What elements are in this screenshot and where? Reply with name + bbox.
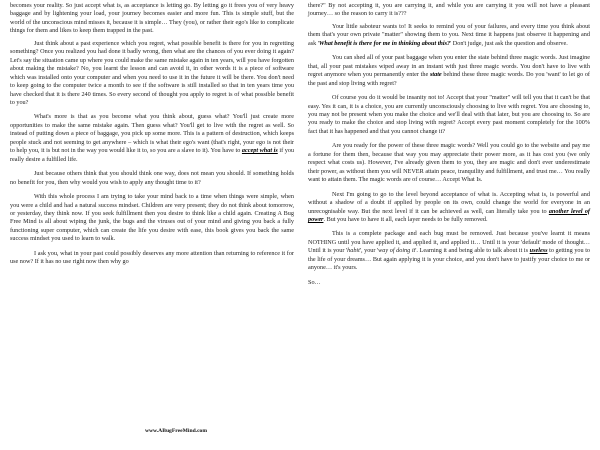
- emphasis-question: What benefit is there for me in thinking about this?: [318, 39, 451, 47]
- footer-url: www.ABugFreeMind.com: [144, 428, 208, 434]
- paragraph: becomes your reality. So just accept what is, as acceptance is letting go. By letting go it frees you of very heavy baggage and by lightening your load, your journey becomes easier and more fun. This is simple stuff, but the world of the unconscious mind misses it, because it is simple… They (you), or rather their ego's like to complicate things for them and likes to keep them trapped in the past.: [10, 2, 294, 35]
- paragraph: Of course you do it would be insanity not to! Accept that your "matter" will tell you that it can't be that easy. Yes it can, it is a choice, you are currently unconsciously choosing to live with regret. You are choosing to, you may not be present when you make the choice and we'll deal with that later, but you are choosing to. So are you ready to make the choice and stop living with regret? Accept every past moment completely for the 100% fact that it has happened and that you cannot change it?: [308, 94, 590, 135]
- emphasis-state: state: [429, 71, 442, 79]
- right-column: [308, 2, 590, 291]
- paragraph-text: This is a complete package and each bug must be removed. Just because you've learnt it means NOTHING until you have applied it, and applied it, and applied it… Until it is your 'default' mode of thought… Until it is your ': [308, 230, 590, 255]
- paragraph-text: '. Learning it and being able to talk about it is: [415, 247, 530, 255]
- paragraph: [308, 230, 590, 272]
- emphasis-useless: useless: [529, 247, 548, 255]
- paragraph: I ask you, what in your past could possibly deserves any more attention than returning to reference it for use now? If it has no use right now then why go: [10, 249, 294, 266]
- paragraph-text: . But you have to have it all, each layer needs to be fully removed.: [323, 215, 488, 223]
- paragraph: With this whole process I am trying to take your mind back to a time when things were simple, when you were a child and had a natural success mindset. Children are very present; they do not think about tomorrow, or yesterday, they think now. If you seek fulfillment then you desire to think like a child again. Creating A Bug Free Mind is all about wiping the junk, the bugs and the viruses out of your mind and giving you back a fully functioning super computer, which can create the life you desire with ease, this book gives you back the same success mindset you used to learn to walk.: [10, 193, 294, 243]
- paragraph: So…: [308, 278, 321, 286]
- paragraph-text: You can shed all of your past baggage when you enter the state behind three magic words. Just imagine that, all your past mistakes wiped away in an instant with just three magic words. You don't have to live with regret anymore when you permanently enter the: [308, 54, 590, 79]
- paragraph: [308, 191, 590, 225]
- paragraph-text: Next I'm going to go to the level beyond acceptance of what is. Accepting what is, is powerful and without a shadow of a doubt if applied by people on its own, could change the world for everyone in an unrecognisable way. But the next level if it can be achieved as well, can literally take you to: [308, 190, 590, 215]
- paragraph-text: behind these three magic words. Do you 'want' to let go of the past and stop living with regret?: [308, 71, 590, 87]
- paragraph-text: Your little saboteur wants to! It seeks to remind you of your failures, and every time you think about them that's your own private "matter" showing them to you. Next time it happens just observe it happening and ask ': [308, 22, 590, 47]
- paragraph: Are you ready for the power of these three magic words? Well you could go to the website and pay me a fortune for them then, because that way you may appreciate their power more, as it has cost you (we only respect what costs us). However, I've already given them to you, they are magic and don't ever underestimate their power, as without them you will NEVER attain peace, tranquility and fulfillment, and trust me… You really want to attain them. The magic words are of course… Accept What Is.: [308, 142, 590, 184]
- emphasis-way-of-doing-it: way of doing it: [378, 247, 416, 255]
- paragraph-text: ', your ': [359, 247, 379, 255]
- paragraph-text: if you really desire a fulfilled life.: [10, 147, 295, 163]
- paragraph: [10, 113, 294, 164]
- paragraph: [308, 54, 590, 88]
- emphasis-accept-what-is: accept what is: [241, 147, 278, 155]
- paragraph-text: to getting you to the life of your dreams… But again applying it is your choice, and you don't have to justify your choice to me or anyone… it's yours.: [308, 247, 591, 272]
- paragraph: Just think about a past experience which you regret, what possible benefit is there for you in regretting something? Once you realized you had done it badly wrong, then what are the chances of you ever doing it again? Let's say the situation came up where you could make the same mistake again in ten years, will you have forgotten about making the mistake? No, you learnt the lesson and can avoid it, in other words it is a piece of software which was installed onto your computer and when you need to use it in the future it will be there. You don't need to keep going to the computer twice a month to see if the software is still installed so that in ten years time you have checked that it is there 240 times. So every second of thought you apply to regret is of what possible benefit to you?: [10, 39, 294, 106]
- paragraph: Just because others think that you should think one way, does not mean you should. If something holds no benefit for you, then why would you wish to apply any thought time to it?: [10, 170, 294, 186]
- emphasis-habit: habit: [347, 247, 360, 255]
- paragraph: [308, 23, 590, 48]
- paragraph-text: ' Don't judge, just ask the question and observe.: [450, 39, 568, 47]
- paragraph: there?" By not accepting it, you are carrying it, and while you are carrying it you will not have a pleasant journey… so the reason to carry it is???: [308, 2, 590, 18]
- emphasis-another-level: another level of power: [308, 207, 590, 223]
- paragraph-text: What's more is that as you become what you think about, guess what? You'll just create more opportunities to make the same mistake again. Then guess what? You'll get to live with the regret as well. So instead of putting down a piece of baggage, you pick up some more. This is a pattern of destruction, which keeps people stuck and not seeming to get anywhere – which is what their ego's want (that's right, your ego is not their to help you, it is but not in the way you would like it to, so you are a slave to it). You have to: [10, 113, 294, 155]
- left-column: [10, 2, 294, 273]
